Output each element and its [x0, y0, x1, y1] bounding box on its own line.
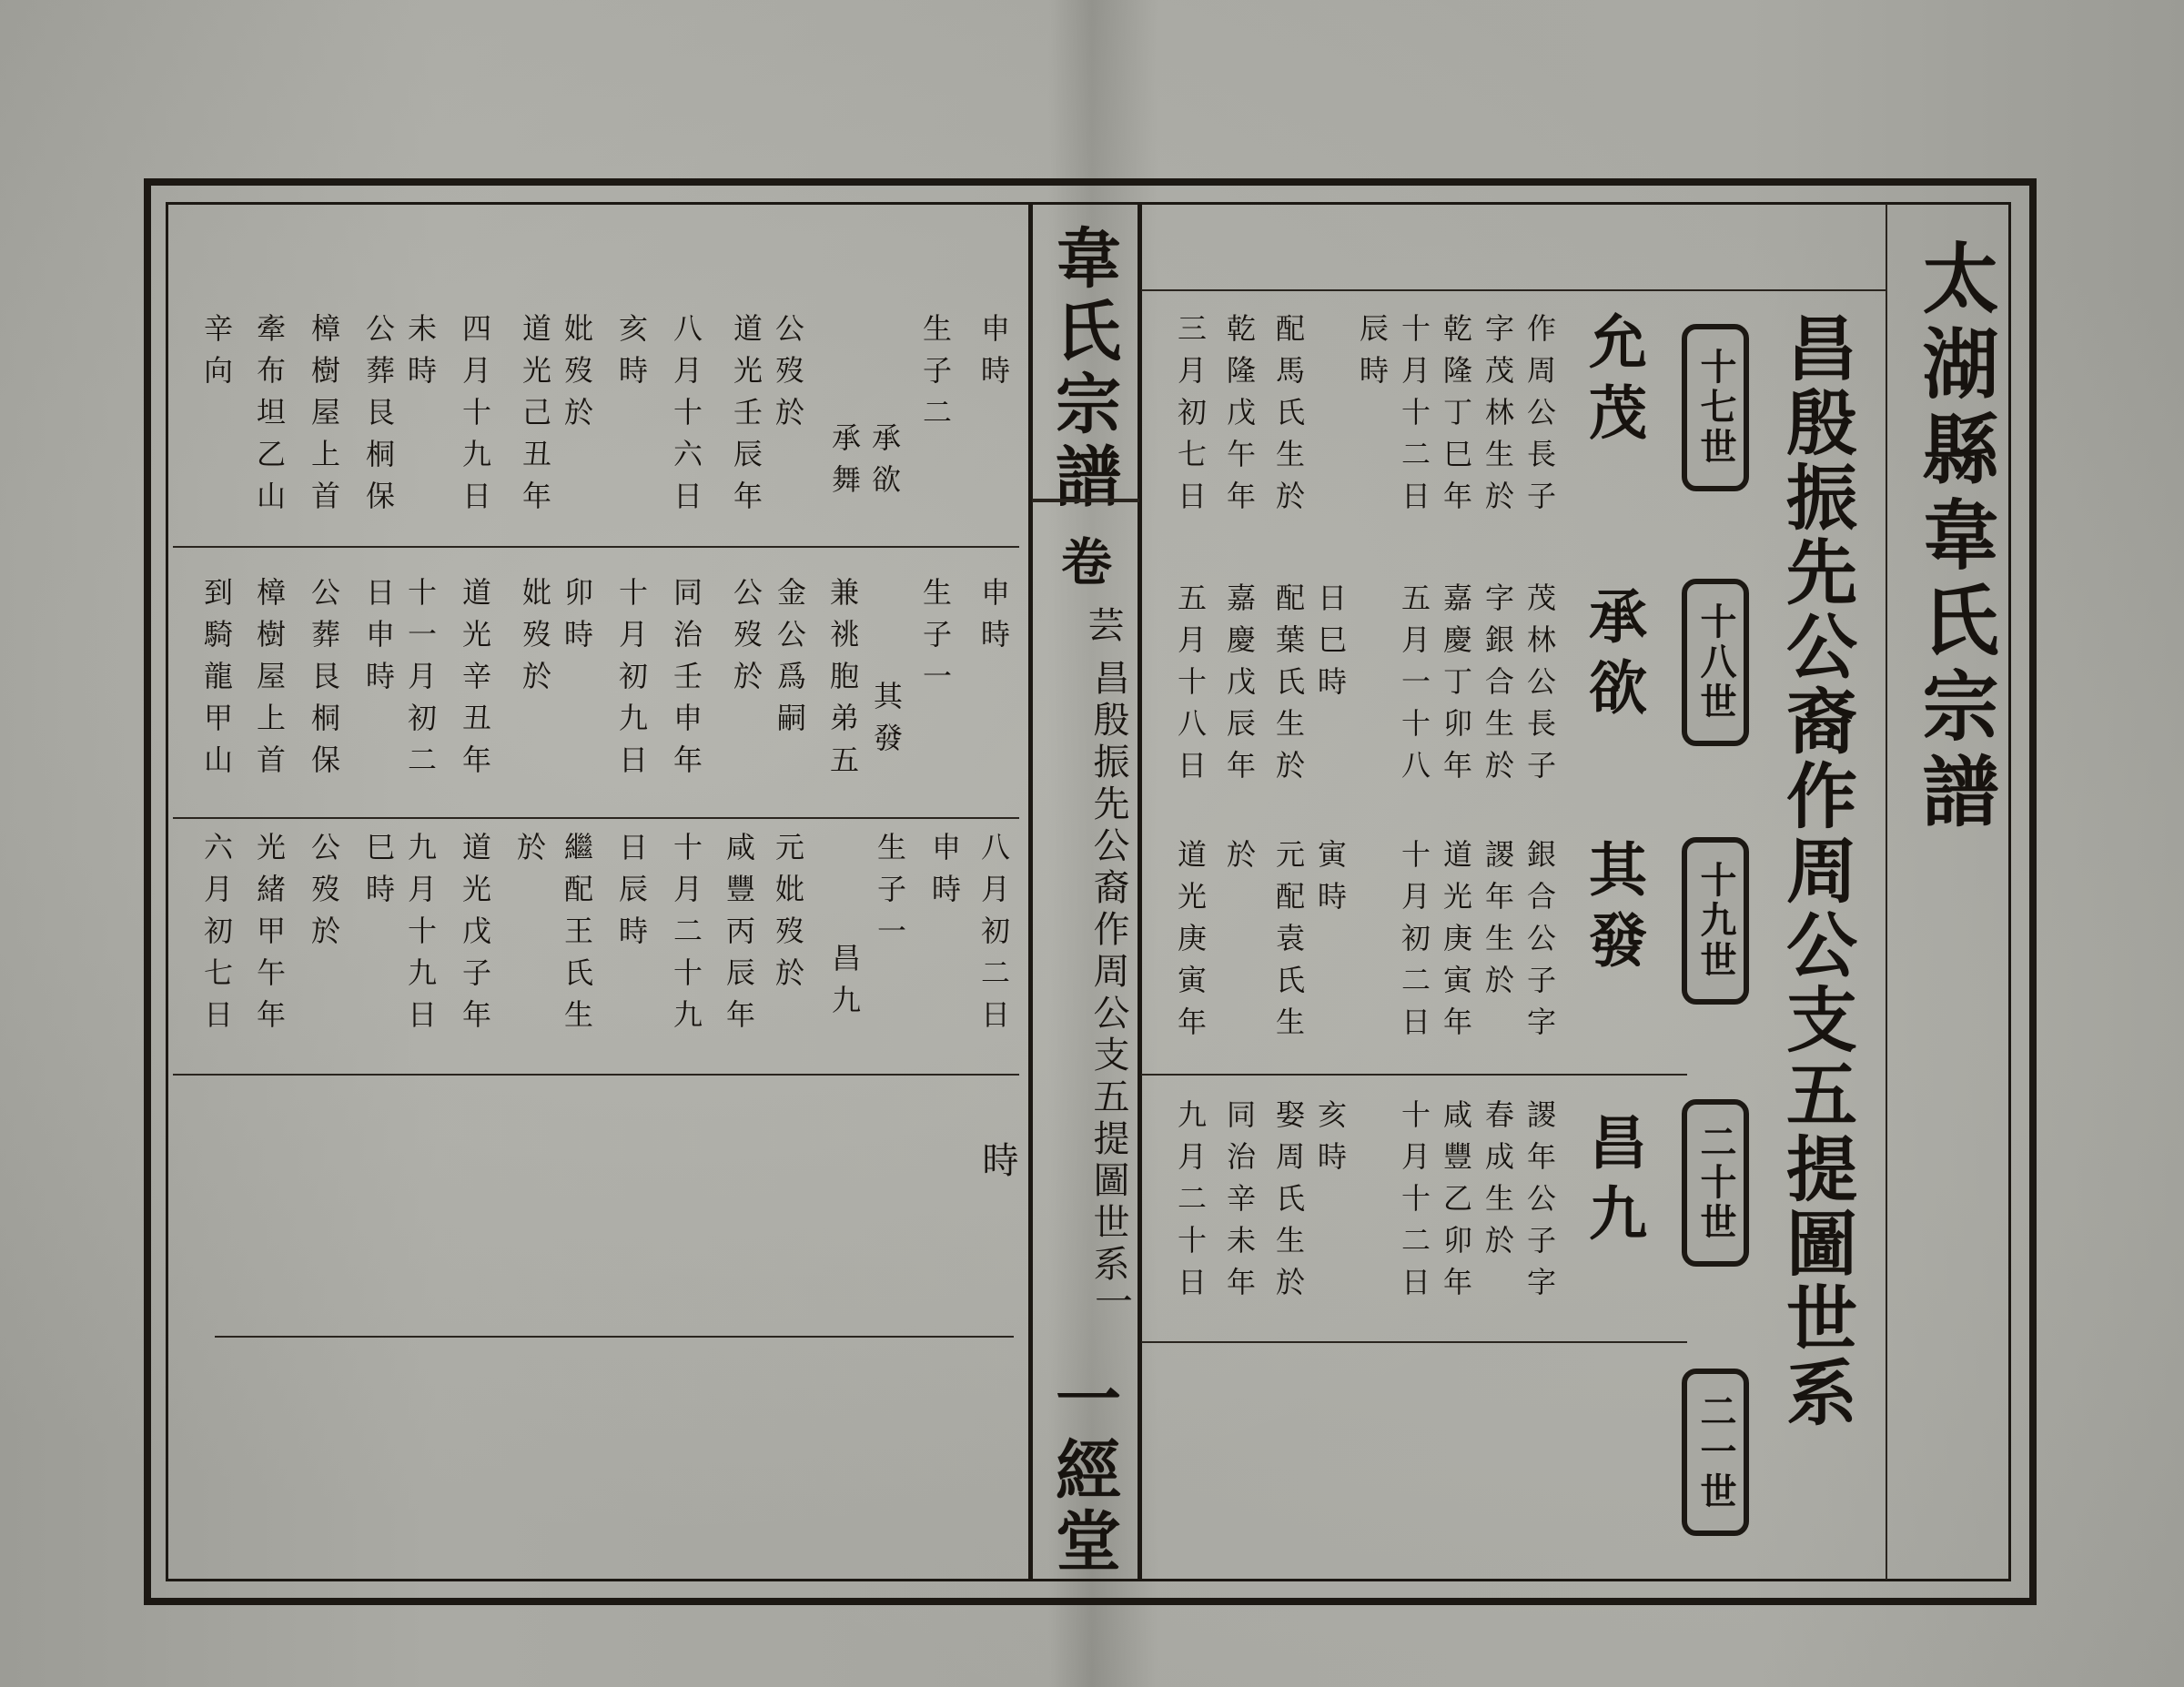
entry-changjiu-line-3: 咸豐乙卯年	[1439, 1099, 1473, 1308]
left-r3-line-14: 公歿於	[307, 832, 341, 957]
left-rule-2	[173, 817, 1019, 819]
left-r2-line-8: 十月初九日	[614, 577, 649, 786]
generation-badge-21: 二一世	[1682, 1369, 1749, 1536]
left-rule-3	[173, 1074, 1019, 1076]
left-r1-line-4: 承舞	[827, 422, 862, 506]
left-r1-line-3: 承欲	[867, 422, 902, 506]
entry-qifa-line-5: 寅時	[1313, 839, 1348, 923]
entry-chengyu-line-7: 嘉慶戊辰年	[1222, 582, 1257, 792]
left-r2-line-1: 申時	[976, 577, 1011, 661]
entry-yunmao-line-1: 作周公長子	[1522, 313, 1557, 522]
center-chapter: 芸	[1082, 606, 1124, 642]
left-r3-line-3: 生子一	[873, 832, 907, 957]
entry-qifa-line-1: 銀合公子字	[1522, 839, 1557, 1048]
left-rule-1	[173, 546, 1019, 548]
left-r1-line-2: 生子二	[918, 313, 953, 439]
entry-qifa-line-8: 道光庚寅年	[1173, 839, 1208, 1048]
fold-line-left	[1028, 204, 1033, 1580]
generation-badge-18: 十八世	[1682, 579, 1749, 746]
entry-changjiu-line-4: 十月十二日	[1397, 1099, 1431, 1308]
title-column-rule	[1886, 204, 1887, 1580]
entry-qifa-line-6: 元配袁氏生	[1271, 839, 1306, 1048]
left-r1-line-6: 道光壬辰年	[729, 313, 763, 522]
entry-changjiu-line-2: 春成生於	[1481, 1099, 1515, 1267]
entry-chengyu-line-2: 字銀合生於	[1481, 582, 1515, 792]
entry-qifa-line-3: 道光庚寅年	[1439, 839, 1473, 1048]
center-section-title: 昌殷振先公裔作周公支五提圖世系	[1087, 659, 1129, 1287]
left-r3-line-1: 八月初二日	[976, 832, 1011, 1041]
left-r3-line-11: 道光戊子年	[458, 832, 492, 1041]
center-juan: 卷	[1053, 535, 1113, 586]
left-r3-line-15: 光緒甲午年	[252, 832, 287, 1041]
left-r1-line-14: 樟樹屋上首	[307, 313, 341, 522]
left-r2-line-16: 到騎龍甲山	[199, 577, 234, 786]
entry-changjiu-line-6: 娶周氏生於	[1271, 1099, 1306, 1308]
left-r3-line-13: 巳時	[361, 832, 396, 915]
left-r4-line-1: 時	[976, 1141, 1018, 1187]
left-r2-line-3: 其發	[869, 681, 904, 764]
generation-badge-19: 十九世	[1682, 837, 1749, 1005]
entry-yunmao-line-2: 字茂林生於	[1481, 313, 1515, 522]
left-r2-line-12: 十一月初二	[403, 577, 438, 786]
left-r3-line-2: 申時	[927, 832, 962, 915]
left-r1-line-16: 辛向	[199, 313, 234, 397]
left-r2-line-5: 金公爲嗣	[773, 577, 807, 744]
left-r3-line-10: 於	[512, 832, 547, 874]
entry-yunmao-line-8: 三月初七日	[1173, 313, 1208, 522]
entry-changjiu-line-5: 亥時	[1313, 1099, 1348, 1183]
left-r3-line-6: 咸豐丙辰年	[722, 832, 756, 1041]
left-r3-line-16: 六月初七日	[199, 832, 234, 1041]
left-r1-line-13: 公葬艮桐保	[361, 313, 396, 522]
left-r1-line-11: 四月十九日	[458, 313, 492, 522]
lineage-subtitle: 昌殷振先公裔作周公支五提圖世系	[1774, 311, 1857, 1430]
entry-qifa-line-4: 十月初二日	[1397, 839, 1431, 1048]
left-r2-line-4: 兼祧胞弟五	[825, 577, 860, 786]
center-page-number: 一	[1089, 1281, 1134, 1319]
left-r2-line-6: 公歿於	[729, 577, 763, 702]
entry-changjiu-line-7: 同治辛未年	[1222, 1099, 1257, 1308]
left-r1-line-10: 道光己丑年	[518, 313, 552, 522]
fish-tail-line	[1032, 499, 1139, 502]
entry-chengyu-line-6: 配葉氏生於	[1271, 582, 1306, 792]
entry-qifa-line-2: 謖年生於	[1481, 839, 1515, 1006]
left-r2-line-2: 生子一	[918, 577, 953, 702]
right-top-rule	[1141, 289, 1886, 291]
left-r3-line-5: 元妣歿於	[771, 832, 805, 999]
entry-chengyu-line-3: 嘉慶丁卯年	[1439, 582, 1473, 792]
entry-chengyu-line-4: 五月一十八	[1397, 582, 1431, 792]
left-r1-line-7: 八月十六日	[669, 313, 703, 522]
center-book-title: 韋氏宗譜	[1045, 224, 1122, 515]
entry-yunmao-line-7: 乾隆戊午年	[1222, 313, 1257, 522]
left-rule-4	[215, 1336, 1014, 1338]
person-name-qifa: 其發	[1579, 839, 1647, 981]
left-r1-line-1: 申時	[976, 313, 1011, 397]
left-r2-line-7: 同治壬申年	[669, 577, 703, 786]
person-name-chengyu: 承欲	[1579, 586, 1647, 728]
entry-yunmao-line-3: 乾隆丁巳年	[1439, 313, 1473, 522]
left-r2-line-15: 樟樹屋上首	[252, 577, 287, 786]
left-r3-line-9: 繼配王氏生	[560, 832, 594, 1041]
left-r3-line-4: 昌九	[827, 943, 862, 1026]
left-r3-line-12: 九月十九日	[403, 832, 438, 1041]
entry-changjiu-line-8: 九月二十日	[1173, 1099, 1208, 1308]
left-r1-line-8: 亥時	[614, 313, 649, 397]
left-r2-line-9: 卯時	[560, 577, 594, 661]
left-r1-line-9: 妣歿於	[560, 313, 594, 439]
left-r1-line-12: 未時	[403, 313, 438, 397]
entry-changjiu-line-1: 謖年公子字	[1522, 1099, 1557, 1308]
entry-yunmao-line-4: 十月十二日	[1397, 313, 1431, 522]
entry-chengyu-line-5: 日巳時	[1313, 582, 1348, 708]
book-title: 太湖縣韋氏宗譜	[1910, 238, 2000, 837]
right-gen20-rule	[1141, 1074, 1687, 1076]
left-r3-line-8: 日辰時	[614, 832, 649, 957]
left-r1-line-5: 公歿於	[771, 313, 805, 439]
left-r2-line-11: 道光辛丑年	[458, 577, 492, 786]
person-name-yunmao: 允茂	[1579, 311, 1647, 453]
left-r2-line-14: 公葬艮桐保	[307, 577, 341, 786]
entry-yunmao-line-6: 配馬氏生於	[1271, 313, 1306, 522]
entry-qifa-line-7: 於	[1222, 839, 1257, 881]
person-name-changjiu: 昌九	[1579, 1112, 1647, 1254]
center-hall-name: 一經堂	[1045, 1365, 1122, 1578]
fold-line-right	[1138, 204, 1142, 1580]
left-r1-line-15: 牽布坦乙山	[252, 313, 287, 522]
generation-badge-20: 二十世	[1682, 1099, 1749, 1267]
left-r2-line-10: 妣歿於	[518, 577, 552, 702]
entry-yunmao-line-5: 辰時	[1355, 313, 1390, 397]
generation-badge-17: 十七世	[1682, 324, 1749, 491]
right-bottom-rule	[1141, 1341, 1687, 1343]
left-r2-line-13: 日申時	[361, 577, 396, 702]
entry-chengyu-line-1: 茂林公長子	[1522, 582, 1557, 792]
entry-chengyu-line-8: 五月十八日	[1173, 582, 1208, 792]
left-r3-line-7: 十月二十九	[669, 832, 703, 1041]
